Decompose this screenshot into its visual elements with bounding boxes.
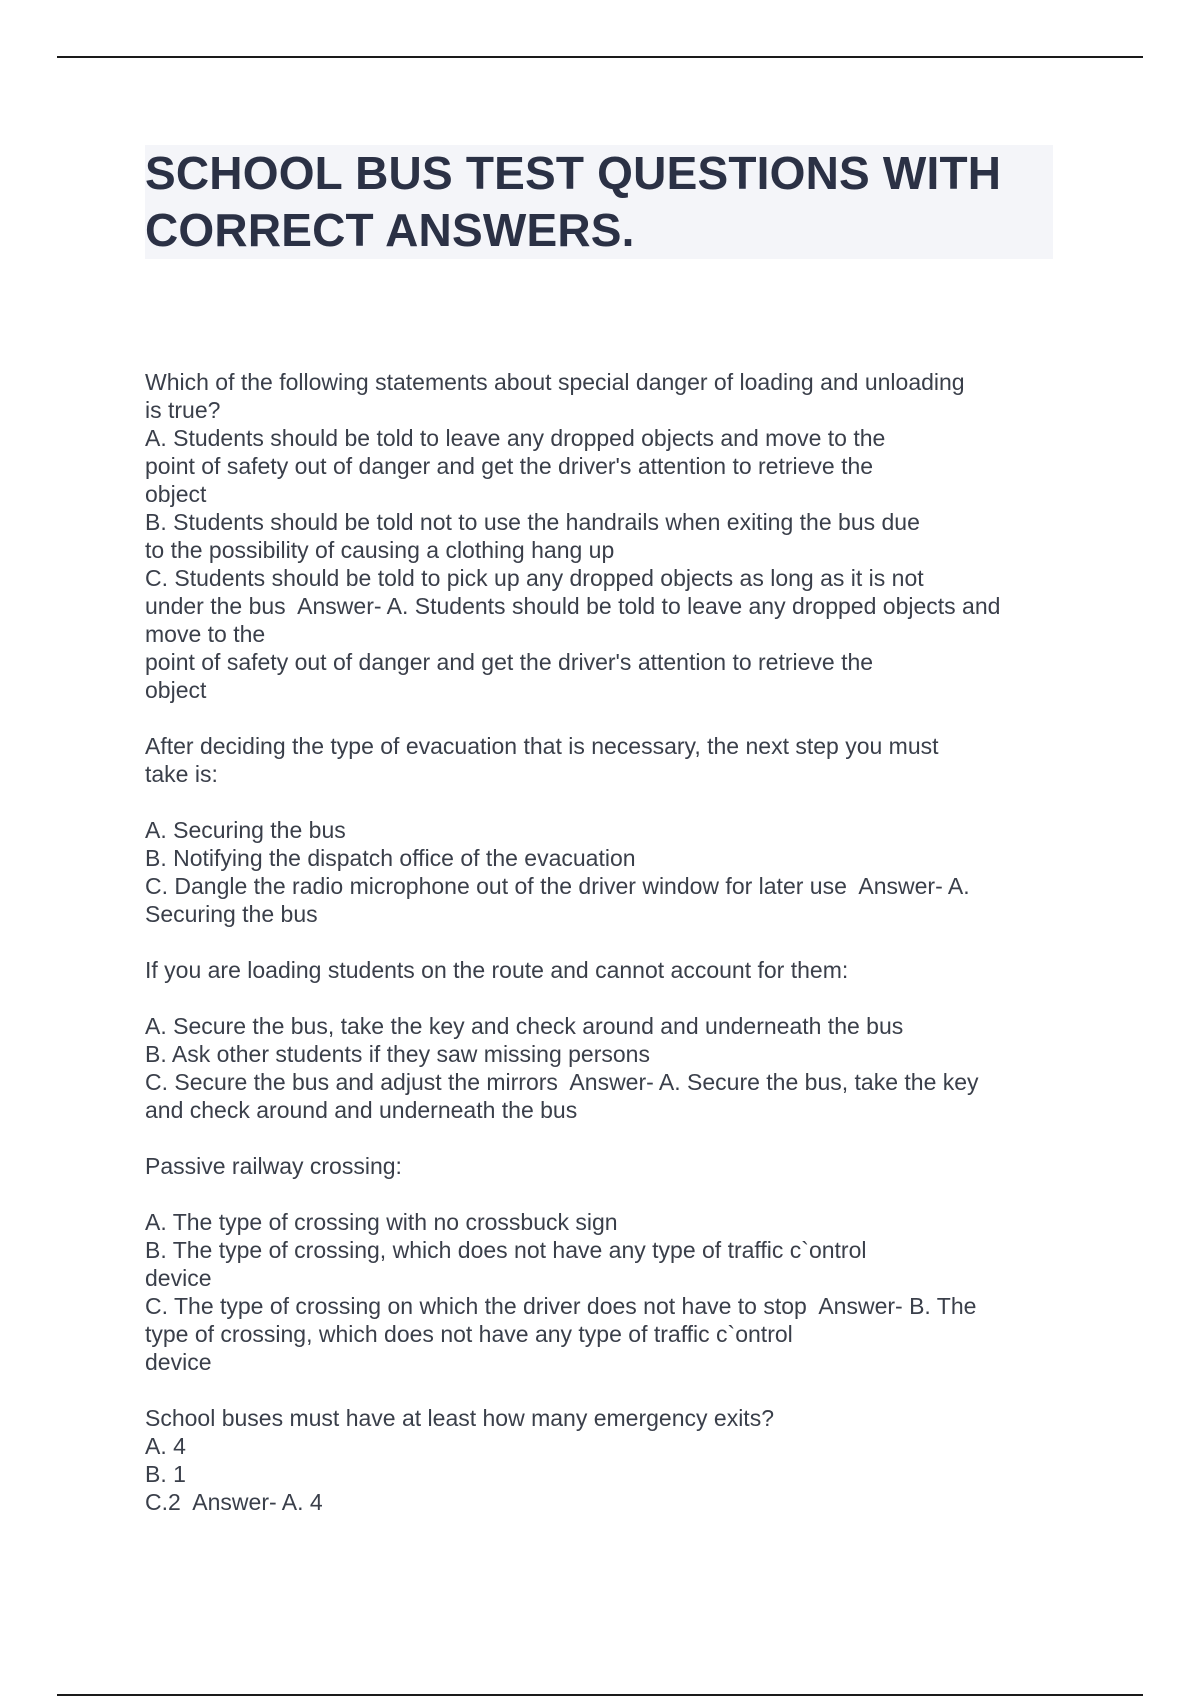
questions-body (145, 368, 1065, 1544)
title-line: SCHOOL BUS TEST QUESTIONS WITH (145, 147, 1002, 199)
text-line: B. Notifying the dispatch office of the evacuation (145, 845, 636, 871)
text-line: B. The type of crossing, which does not have any type of traffic c`ontrol (145, 1237, 867, 1263)
spacer (145, 1180, 1065, 1208)
text-line: B. 1 (145, 1461, 186, 1487)
text-line: A. Students should be told to leave any dropped objects and move to the (145, 425, 886, 451)
text-line: A. Securing the bus (145, 817, 346, 843)
top-rule (57, 56, 1143, 58)
spacer (145, 788, 1065, 816)
text-line: point of safety out of danger and get the driver's attention to retrieve the (145, 649, 874, 675)
question-3 (145, 956, 1065, 1124)
question-4 (145, 1152, 1065, 1376)
text-line: under the bus Answer- A. Students should be told to leave any dropped objects and (145, 593, 1001, 619)
text-line: C.2 Answer- A. 4 (145, 1489, 323, 1515)
text-line: move to the (145, 621, 266, 647)
text-line: device (145, 1349, 212, 1375)
question-prompt: If you are loading students on the route and cannot account for them: (145, 957, 849, 983)
text-line: A. 4 (145, 1433, 186, 1459)
spacer (145, 984, 1065, 1012)
text-line: device (145, 1265, 212, 1291)
question-prompt: take is: (145, 761, 218, 787)
text-line: C. The type of crossing on which the driver does not have to stop Answer- B. The (145, 1293, 977, 1319)
title-line: CORRECT ANSWERS. (145, 204, 635, 256)
title-block (145, 145, 1053, 259)
text-line: Securing the bus (145, 901, 318, 927)
question-prompt: After deciding the type of evacuation that is necessary, the next step you must (145, 733, 939, 759)
text-line: point of safety out of danger and get the driver's attention to retrieve the (145, 453, 874, 479)
text-line: Which of the following statements about special danger of loading and unloading (145, 369, 965, 395)
page-title (145, 145, 1053, 259)
text-line: School buses must have at least how many emergency exits? (145, 1405, 774, 1431)
text-line: type of crossing, which does not have any type of traffic c`ontrol (145, 1321, 793, 1347)
text-line: A. The type of crossing with no crossbuck sign (145, 1209, 618, 1235)
text-line: object (145, 481, 207, 507)
question-5 (145, 1404, 1065, 1516)
text-line: C. Students should be told to pick up any dropped objects as long as it is not (145, 565, 924, 591)
text-line: to the possibility of causing a clothing hang up (145, 537, 615, 563)
question-prompt: Passive railway crossing: (145, 1153, 402, 1179)
bottom-rule (57, 1694, 1143, 1696)
text-line: C. Secure the bus and adjust the mirrors Answer- A. Secure the bus, take the key (145, 1069, 979, 1095)
text-line: C. Dangle the radio microphone out of the driver window for later use Answer- A. (145, 873, 970, 899)
text-line: is true? (145, 397, 221, 423)
question-2 (145, 732, 1065, 928)
text-line: A. Secure the bus, take the key and check around and underneath the bus (145, 1013, 904, 1039)
text-line: and check around and underneath the bus (145, 1097, 578, 1123)
text-line: object (145, 677, 207, 703)
text-line: B. Students should be told not to use the handrails when exiting the bus due (145, 509, 920, 535)
question-1 (145, 368, 1065, 704)
text-line: B. Ask other students if they saw missing persons (145, 1041, 650, 1067)
